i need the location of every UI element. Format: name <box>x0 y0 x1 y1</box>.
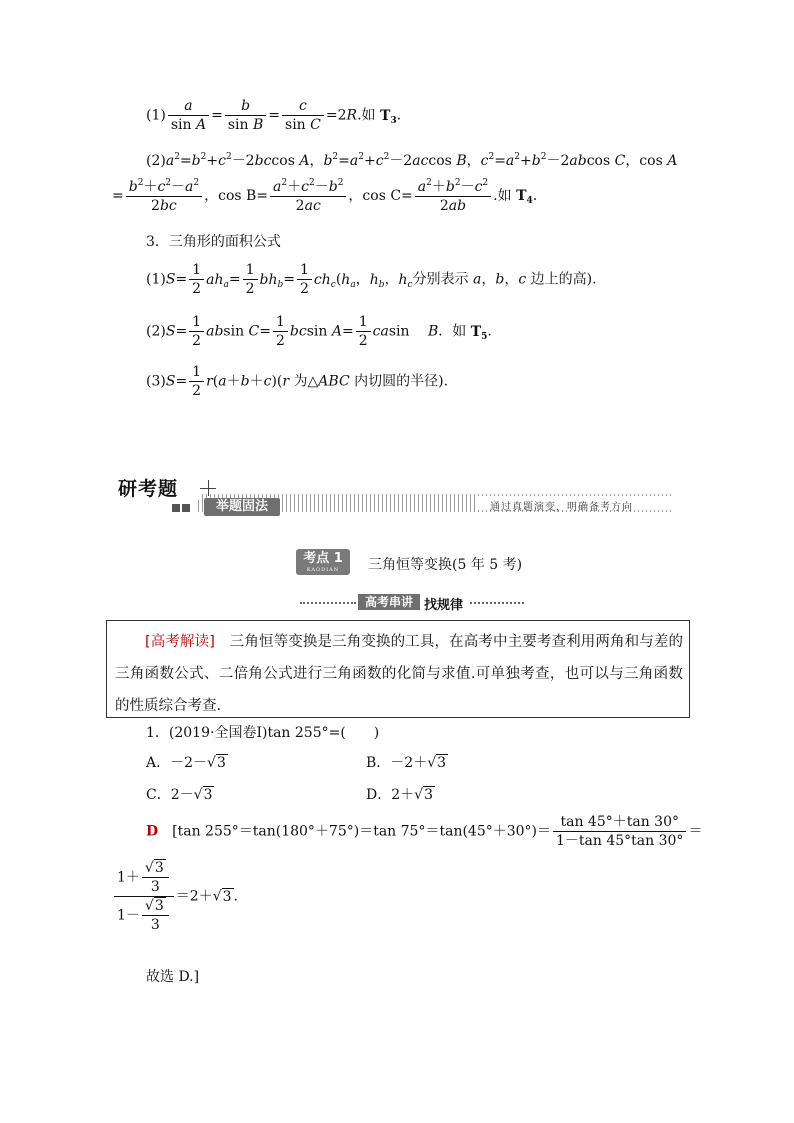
dotted-divider-right <box>470 602 524 604</box>
fraction: $\frac{c}{\text{sin C}}$ <box>282 98 324 133</box>
sqrt-icon: √3 <box>427 755 447 771</box>
sqrt-icon: √3 <box>207 755 226 771</box>
area-formula-2: (2)S= $\frac{1}{2}$ absin C= $\frac{1}{2}$ bcsin A= $\frac{1}{2}$ casin B．如 $T_5$. <box>146 314 492 350</box>
section-heading: 3．三角形的面积公式 <box>146 234 281 250</box>
dotted-divider-left <box>300 602 356 604</box>
fraction: $\frac{\tan 45^\circ+\tan 30^\circ}{1-\tan 45^\circ\tan 30^\circ}$ <box>553 814 686 849</box>
kaodian-badge-sub: KAODIAN <box>306 567 340 573</box>
rule-text: 找规律 <box>424 598 464 613</box>
question-stem: 1．(2019·全国卷Ⅰ)tan 255°=( ) <box>146 725 380 741</box>
fraction: $\frac{b^2+c^2-a^2}{2bc}$ <box>126 178 202 214</box>
option-c: C．2－√3 <box>146 787 213 803</box>
solution-line2: 1＋ $\frac{√3}{3}$ 1－ $\frac{√3}{3}$ ＝2＋√3 . <box>112 860 238 933</box>
area-formula-1: (1)S= $\frac{1}{2}$ $ah_a=$ $\frac{1}{2}$ $bh_b=$ $\frac{1}{2}$ $ch_c(h_a$，$h_b$，$h_c$分别表示 a，b，c 边上的高). <box>146 262 597 298</box>
option-b: B．－2＋√3 <box>366 755 447 771</box>
analysis-text: [高考解读] 三角恒等变换是三角变换的工具，在高考中主要考查利用两角和与差的三角函数公式、二倍角公式进行三角函数的化简与求值.可单独考查，也可以与三角函数的性质综合考查. <box>115 634 683 714</box>
sqrt-icon: √3 <box>193 787 213 803</box>
analysis-box <box>106 620 690 718</box>
rule-badge: 高考串讲 <box>358 594 420 610</box>
area-formula-3: (3)S= $\frac{1}{2}$ r(a＋b＋c)(r 为△ABC 内切圆的半径). <box>146 364 449 400</box>
formula-prefix: (1) <box>146 107 166 124</box>
solution-conclusion: 故选 D.] <box>146 969 200 985</box>
squares-icon <box>172 500 202 510</box>
ref-label: $T_4$ <box>516 188 533 207</box>
banner-slogan: 通过真题演变，明确备考方向 <box>490 502 633 513</box>
fraction: $\frac{a}{\text{sin A}}$ <box>168 98 209 133</box>
option-d: D．2＋√3 <box>366 787 433 803</box>
analysis-tag: [高考解读] <box>145 634 215 650</box>
option-a: A．－2－√3 <box>146 755 226 771</box>
law-of-cosines-line2: = $\frac{b^2+c^2-a^2}{2bc}$ ，cos B= $\frac{a^2+c^2-b^2}{2ac}$ ，cos C= $\frac{a^2+b^2-c^2}{2ab}$ .如 $T_4$. <box>112 178 538 215</box>
fraction: $\frac{b}{\text{sin B}}$ <box>225 98 266 133</box>
kaodian-badge <box>296 549 350 575</box>
ref-label: $T_3$ <box>379 107 397 126</box>
fraction: $\frac{a^2+c^2-b^2}{2ac}$ <box>270 178 346 214</box>
crosshair-icon <box>200 480 216 496</box>
kaodian-badge-label: 考点 1 <box>303 551 343 566</box>
section-banner <box>118 474 674 518</box>
compound-fraction: 1＋ $\frac{√3}{3}$ 1－ $\frac{√3}{3}$ <box>114 860 174 933</box>
law-of-sines-line: (1) $\frac{a}{\text{sin A}}$ = $\frac{b}{\text{sin B}}$ = $\frac{c}{\text{sin C}}$ =2R.如 $T_3$. <box>146 98 402 134</box>
banner-badge: 举题固法 <box>204 498 280 516</box>
formula-rhs: =2R.如 <box>325 107 380 124</box>
answer-label: D <box>146 823 159 840</box>
sqrt-icon: √3 <box>414 787 433 803</box>
solution-line1: D [tan 255°＝tan(180°＋75°)＝tan 75°＝tan(45°＋30°)＝ $\frac{\tan 45^\circ+\tan 30^\circ}{1-\tan 45^\circ\tan 30^\circ}$ ＝ <box>146 814 703 850</box>
banner-title: 研考题 <box>118 474 200 500</box>
kaodian-title: 三角恒等变换(5 年 5 考) <box>368 557 523 573</box>
sqrt-icon: √3 <box>212 888 232 905</box>
fraction: $\frac{a^2+b^2-c^2}{2ab}$ <box>415 178 491 214</box>
law-of-cosines-line1: $(2)a^2=b^2+c^2-2bccos$ A，$b^2=a^2+c^2-2accos$ B，$c^2=a^2+b^2-2abcos$ C，cos A <box>146 152 678 169</box>
